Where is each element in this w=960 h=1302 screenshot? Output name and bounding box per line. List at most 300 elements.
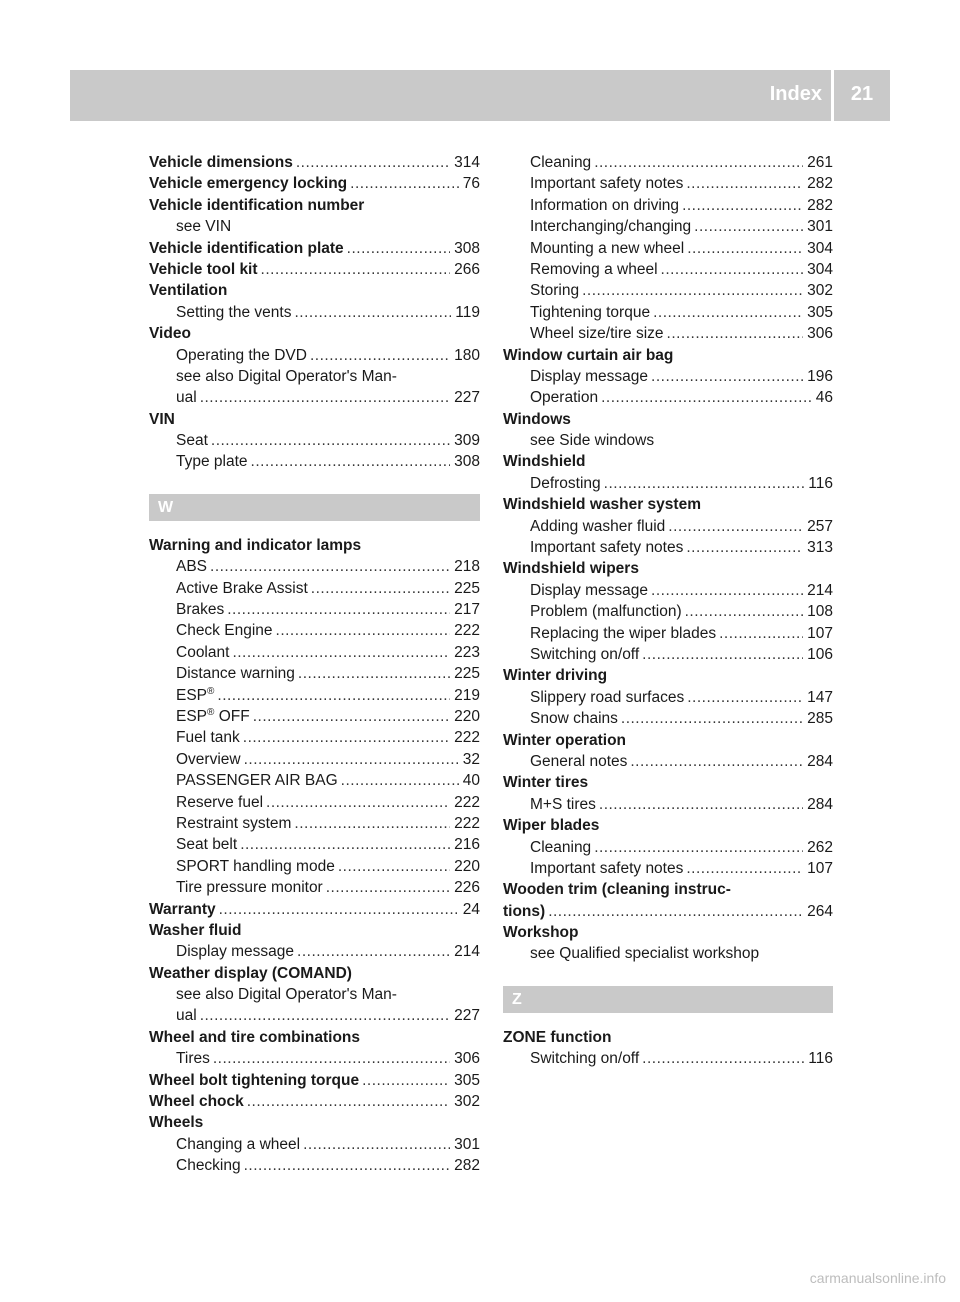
entry-text — [176, 216, 231, 237]
entry-text — [530, 387, 598, 408]
index-subentry — [149, 834, 480, 855]
index-subentry — [503, 473, 833, 494]
index-entry — [503, 451, 833, 472]
entry-label: Vehicle emergency locking — [149, 175, 348, 193]
entry-text — [149, 535, 361, 556]
entry-text — [149, 173, 347, 194]
entry-text — [530, 751, 627, 772]
entry-label: Warranty — [149, 900, 216, 918]
dot-leader — [247, 1091, 450, 1112]
index-subentry — [149, 1048, 480, 1069]
page-reference: 306 — [454, 1050, 480, 1068]
page-reference: 218 — [454, 558, 480, 576]
dot-leader — [621, 708, 803, 729]
entry-label: see Side windows — [530, 432, 655, 450]
dot-leader — [548, 901, 803, 922]
page-reference: 301 — [454, 1135, 480, 1153]
entry-text — [530, 623, 716, 644]
entry-label: Windows — [503, 410, 571, 428]
entry-text — [530, 601, 682, 622]
entry-text — [503, 665, 607, 686]
page-reference: 302 — [454, 1093, 480, 1111]
page-reference: 262 — [807, 838, 833, 856]
dot-leader — [686, 858, 803, 879]
index-subentry — [149, 599, 480, 620]
entry-text — [176, 727, 240, 748]
index-subentry — [149, 813, 480, 834]
entry-label: Active Brake Assist — [176, 579, 308, 597]
dot-leader — [668, 516, 803, 537]
entry-label: Display message — [176, 943, 295, 961]
index-entry — [503, 558, 833, 579]
page-reference: 313 — [807, 539, 833, 557]
page-reference: 196 — [807, 367, 833, 385]
entry-label: Storing — [530, 282, 580, 300]
entry-label: Winter operation — [503, 731, 627, 749]
index-subentry — [149, 366, 480, 387]
entry-label: Windshield wipers — [503, 560, 639, 578]
index-subentry — [503, 173, 833, 194]
index-entry — [149, 259, 480, 280]
entry-label: PASSENGER AIR BAG — [176, 772, 338, 790]
index-subentry — [503, 302, 833, 323]
index-column-left — [149, 152, 480, 1177]
dot-leader — [642, 644, 803, 665]
entry-label: M+S tires — [530, 795, 596, 813]
dot-leader — [253, 706, 450, 727]
index-column-right — [503, 152, 833, 1070]
page-reference: 220 — [454, 857, 480, 875]
dot-leader — [310, 345, 450, 366]
dot-leader — [298, 663, 450, 684]
entry-label: Check Engine — [176, 622, 273, 640]
entry-label: Slippery road surfaces — [530, 688, 685, 706]
index-entry — [503, 901, 833, 922]
page-reference: 214 — [454, 943, 480, 961]
index-subentry — [503, 430, 833, 451]
entry-text — [149, 1091, 244, 1112]
dot-leader — [653, 302, 803, 323]
page-reference: 222 — [454, 793, 480, 811]
entry-text — [176, 642, 229, 663]
index-entry — [149, 280, 480, 301]
entry-label: Information on driving — [530, 196, 680, 214]
index-entry — [149, 1027, 480, 1048]
page-reference: 282 — [454, 1157, 480, 1175]
page-reference: 216 — [454, 836, 480, 854]
index-subentry — [149, 727, 480, 748]
page-reference: 308 — [454, 453, 480, 471]
entry-text — [149, 1112, 203, 1133]
index-subentry — [149, 685, 480, 706]
entry-label: Important safety notes — [530, 859, 684, 877]
index-subentry — [149, 1134, 480, 1155]
dot-leader — [243, 727, 450, 748]
dot-leader — [211, 430, 450, 451]
index-entry — [149, 238, 480, 259]
dot-leader — [213, 1048, 450, 1069]
entry-label: see also Digital Operator's Man- — [176, 367, 397, 385]
entry-label: Tire pressure monitor — [176, 879, 323, 897]
entry-text — [149, 238, 344, 259]
entry-label: Defrosting — [530, 474, 601, 492]
dot-leader — [227, 599, 450, 620]
page-reference: 264 — [807, 902, 833, 920]
entry-label: Window curtain air bag — [503, 346, 674, 364]
page-reference: 223 — [454, 643, 480, 661]
entry-label: Seat — [176, 432, 208, 450]
page-reference: 116 — [808, 1050, 833, 1068]
registered-mark: ® — [207, 706, 215, 718]
page-reference: 305 — [454, 1071, 480, 1089]
page-reference: 222 — [454, 622, 480, 640]
entry-list-z — [503, 1027, 833, 1070]
entry-text — [149, 963, 352, 984]
index-subentry — [149, 430, 480, 451]
index-subentry — [503, 751, 833, 772]
entry-text — [530, 173, 683, 194]
index-subentry — [149, 620, 480, 641]
entry-text — [503, 772, 588, 793]
entry-text — [503, 815, 599, 836]
section-header-z: Z — [503, 986, 833, 1013]
entry-label: Vehicle identification number — [149, 196, 365, 214]
entry-text — [530, 152, 591, 173]
entry-text — [530, 580, 648, 601]
entry-label: Windshield washer system — [503, 496, 701, 514]
entry-text — [176, 387, 197, 408]
dot-leader — [338, 856, 450, 877]
entry-label: Snow chains — [530, 710, 618, 728]
entry-label: Important safety notes — [530, 539, 684, 557]
index-subentry — [149, 578, 480, 599]
index-subentry — [503, 644, 833, 665]
entry-label: Tires — [176, 1050, 210, 1068]
page-reference: 214 — [807, 581, 833, 599]
index-entry — [149, 1070, 480, 1091]
entry-label: Removing a wheel — [530, 260, 658, 278]
entry-text — [176, 1048, 210, 1069]
page-reference: 226 — [454, 879, 480, 897]
index-subentry — [503, 580, 833, 601]
dot-leader — [219, 899, 459, 920]
entry-label: ual — [176, 389, 197, 407]
entry-label: ual — [176, 1007, 197, 1025]
entry-label: Vehicle identification plate — [149, 239, 344, 257]
page-reference: 301 — [807, 218, 833, 236]
page-reference: 304 — [807, 239, 833, 257]
entry-label: Overview — [176, 750, 241, 768]
page-reference: 180 — [454, 346, 480, 364]
dot-leader — [200, 387, 450, 408]
entry-label: Adding washer fluid — [530, 517, 666, 535]
entry-text — [530, 430, 654, 451]
index-subentry — [149, 856, 480, 877]
entry-text — [176, 792, 263, 813]
dot-leader — [350, 173, 459, 194]
entry-text — [530, 216, 691, 237]
entry-label: Wheels — [149, 1114, 204, 1132]
index-subentry — [149, 706, 480, 727]
index-subentry — [149, 749, 480, 770]
page-reference: 227 — [454, 1007, 480, 1025]
entry-text — [503, 451, 586, 472]
dot-leader — [686, 173, 803, 194]
index-subentry — [149, 984, 480, 1005]
page-reference: 314 — [454, 154, 480, 171]
index-subentry — [149, 451, 480, 472]
dot-leader — [651, 580, 803, 601]
entry-text — [503, 879, 731, 900]
entry-text — [176, 685, 214, 706]
entry-text — [149, 152, 293, 173]
entry-text — [176, 578, 308, 599]
entry-text — [176, 366, 397, 387]
entry-label: Reserve fuel — [176, 793, 264, 811]
watermark: carmanualsonline.info — [809, 1270, 946, 1286]
entry-text — [530, 366, 648, 387]
index-entry — [503, 730, 833, 751]
entry-text — [176, 556, 207, 577]
index-subentry — [149, 770, 480, 791]
page-reference: 219 — [454, 686, 480, 704]
entry-label: ESP — [176, 686, 208, 704]
page-reference: 308 — [454, 239, 480, 257]
index-entry — [149, 173, 480, 194]
entry-text — [176, 770, 338, 791]
entry-text — [149, 899, 216, 920]
page-reference: 40 — [462, 772, 480, 790]
entry-label-suffix: OFF — [214, 707, 250, 725]
index-subentry — [503, 387, 833, 408]
page-reference: 261 — [807, 154, 833, 171]
dot-leader — [266, 792, 450, 813]
dot-leader — [686, 537, 803, 558]
dot-leader — [719, 623, 803, 644]
page-reference: 284 — [807, 795, 833, 813]
dot-leader — [297, 941, 450, 962]
dot-leader — [261, 259, 451, 280]
index-subentry — [149, 941, 480, 962]
page-reference: 284 — [807, 752, 833, 770]
dot-leader — [582, 280, 803, 301]
index-entry — [149, 920, 480, 941]
dot-leader — [630, 751, 803, 772]
index-entry — [503, 879, 833, 900]
entry-text — [530, 259, 658, 280]
entry-text — [530, 323, 664, 344]
entry-text — [530, 238, 684, 259]
page-reference: 302 — [807, 282, 833, 300]
entry-label: Checking — [176, 1157, 241, 1175]
entry-label: Important safety notes — [530, 175, 684, 193]
entry-label: SPORT handling mode — [176, 857, 335, 875]
dot-leader — [642, 1048, 804, 1069]
page-reference: 222 — [454, 814, 480, 832]
entry-text — [149, 259, 258, 280]
entry-text — [530, 473, 601, 494]
entry-text — [149, 195, 364, 216]
entry-label: see VIN — [176, 218, 232, 236]
entry-label: Operating the DVD — [176, 346, 307, 364]
entry-text — [530, 1048, 639, 1069]
page-reference: 225 — [454, 665, 480, 683]
index-entry — [149, 899, 480, 920]
entry-label: Replacing the wiper blades — [530, 624, 717, 642]
entry-label: Ventilation — [149, 282, 228, 300]
entry-label: Wheel bolt tightening torque — [149, 1071, 360, 1089]
page-reference: 119 — [455, 303, 480, 321]
page-reference: 227 — [454, 389, 480, 407]
dot-leader — [244, 749, 459, 770]
page-reference: 257 — [807, 517, 833, 535]
dot-leader — [244, 1155, 451, 1176]
entry-text — [176, 451, 248, 472]
dot-leader — [667, 323, 804, 344]
section-title: Index — [769, 83, 822, 105]
entry-label: Interchanging/changing — [530, 218, 692, 236]
page-reference: 305 — [807, 303, 833, 321]
page-reference: 106 — [807, 645, 833, 663]
entry-text — [176, 1134, 300, 1155]
entry-label: Distance warning — [176, 665, 295, 683]
index-subentry — [149, 877, 480, 898]
entry-text — [149, 920, 241, 941]
entry-text — [176, 856, 335, 877]
index-subentry — [149, 345, 480, 366]
entry-text — [503, 409, 571, 430]
entry-label: ESP — [176, 707, 208, 725]
entry-label: tions) — [503, 902, 546, 920]
page-reference: 306 — [807, 325, 833, 343]
entry-text — [176, 599, 224, 620]
dot-leader — [661, 259, 804, 280]
entry-label: Wheel chock — [149, 1093, 244, 1111]
entry-text — [530, 708, 618, 729]
index-subentry — [149, 556, 480, 577]
dot-leader — [210, 556, 450, 577]
entry-label: Setting the vents — [176, 303, 292, 321]
index-subentry — [503, 216, 833, 237]
entry-text — [503, 901, 545, 922]
registered-mark: ® — [207, 685, 215, 697]
entry-text — [530, 644, 639, 665]
entry-text — [530, 687, 684, 708]
page-reference: 46 — [815, 389, 833, 407]
dot-leader — [276, 620, 451, 641]
index-entry — [503, 772, 833, 793]
entry-label: Windshield — [503, 453, 586, 471]
index-subentry — [503, 837, 833, 858]
entry-label: Type plate — [176, 453, 248, 471]
entry-text — [176, 877, 323, 898]
index-subentry — [503, 366, 833, 387]
entry-label: Seat belt — [176, 836, 238, 854]
entry-label: Weather display (COMAND) — [149, 964, 352, 982]
page-reference: 217 — [454, 601, 480, 619]
entry-label: Wheel and tire combinations — [149, 1028, 360, 1046]
entry-label: Winter tires — [503, 774, 589, 792]
dot-leader — [303, 1134, 450, 1155]
entry-label: Washer fluid — [149, 921, 242, 939]
entry-label: Tightening torque — [530, 303, 651, 321]
page-reference: 107 — [807, 859, 833, 877]
index-subentry — [503, 601, 833, 622]
page-reference: 304 — [807, 260, 833, 278]
index-entry — [503, 1027, 833, 1048]
entry-text — [503, 558, 639, 579]
entry-label: Restraint system — [176, 814, 292, 832]
entry-text — [176, 834, 237, 855]
entry-text — [503, 494, 701, 515]
entry-label: Mounting a new wheel — [530, 239, 685, 257]
dot-leader — [251, 451, 451, 472]
entry-text — [176, 1155, 241, 1176]
index-subentry — [503, 708, 833, 729]
index-subentry — [503, 623, 833, 644]
dot-leader — [682, 195, 803, 216]
index-subentry — [503, 259, 833, 280]
dot-leader — [685, 601, 804, 622]
entry-text — [530, 858, 683, 879]
entry-text — [149, 280, 227, 301]
entry-text — [530, 195, 679, 216]
dot-leader — [341, 770, 459, 791]
entry-list-w-continued — [503, 152, 833, 965]
entry-label: see Qualified specialist workshop — [530, 945, 760, 963]
index-entry — [503, 922, 833, 943]
index-entry — [503, 665, 833, 686]
entry-label: Cleaning — [530, 154, 592, 171]
index-subentry — [149, 302, 480, 323]
entry-text — [149, 1070, 359, 1091]
entry-label: Changing a wheel — [176, 1135, 301, 1153]
dot-leader — [601, 387, 812, 408]
page-reference: 266 — [454, 260, 480, 278]
dot-leader — [687, 687, 803, 708]
dot-leader — [599, 794, 803, 815]
entry-list-v — [149, 152, 480, 473]
entry-label: ZONE function — [503, 1028, 612, 1046]
entry-text — [530, 537, 683, 558]
dot-leader — [296, 152, 450, 173]
index-subentry — [503, 323, 833, 344]
entry-label: Wheel size/tire size — [530, 325, 664, 343]
entry-label: Brakes — [176, 601, 225, 619]
entry-text — [530, 302, 650, 323]
index-entry — [149, 152, 480, 173]
entry-text — [530, 794, 596, 815]
entry-label: General notes — [530, 752, 628, 770]
entry-text — [176, 984, 397, 1005]
dot-leader — [294, 302, 451, 323]
section-header-w: W — [149, 494, 480, 521]
entry-label: Vehicle dimensions — [149, 154, 293, 171]
entry-text — [176, 302, 291, 323]
entry-text — [503, 730, 626, 751]
entry-text — [149, 323, 191, 344]
dot-leader — [594, 152, 803, 173]
index-entry — [149, 963, 480, 984]
entry-label: Workshop — [503, 924, 579, 942]
index-entry — [503, 345, 833, 366]
index-subentry — [503, 238, 833, 259]
index-subentry — [503, 943, 833, 964]
entry-text — [149, 409, 175, 430]
index-subentry — [503, 1048, 833, 1069]
page-reference: 225 — [454, 579, 480, 597]
index-subentry — [503, 858, 833, 879]
